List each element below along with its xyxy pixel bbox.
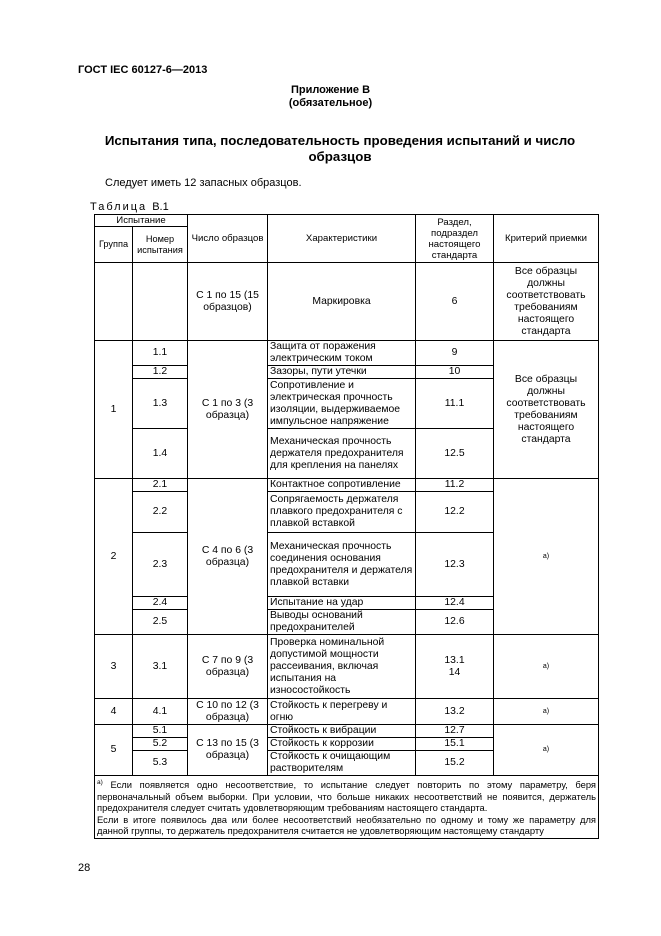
group-cell: 4 [95,699,133,725]
criterion-cell: Все образцы должны соответствовать требованиям настоящего стандарта [494,341,599,479]
section-cell: 12.3 [416,533,494,597]
table-row [95,479,599,492]
sample-count-cell: С 13 по 15 (3 образца) [188,725,268,776]
page-number: 28 [78,862,91,874]
table-row [95,635,599,699]
group-cell: 5 [95,725,133,776]
page-title-line1: Испытания типа, последовательность проведения испытаний и число [104,133,576,148]
section-cell: 12.7 [416,725,494,738]
test-number-cell: 2.5 [133,610,188,635]
header-section: Раздел, подраздел настоящего стандарта [416,215,494,263]
table-row [95,263,599,341]
characteristic-cell: Испытание на удар [268,597,416,610]
test-number-cell: 1.2 [133,366,188,379]
annex-heading [0,84,661,110]
section-cell: 6 [416,263,494,341]
group-cell [95,263,133,341]
characteristic-cell: Стойкость к коррозии [268,738,416,751]
sample-count-cell: С 7 по 9 (3 образца) [188,635,268,699]
characteristic-cell: Контактное сопротивление [268,479,416,492]
section-cell [416,635,494,699]
section-cell: 9 [416,341,494,366]
characteristic-cell: Проверка номинальной допустимой мощности рассеивания, включая испытания на износостойкость [268,635,416,699]
header-sample-count: Число образцов [188,215,268,263]
criterion-cell: a) [494,635,599,699]
section-line: 13.1 [444,654,465,666]
table-row [95,699,599,725]
section-cell: 13.2 [416,699,494,725]
test-number-cell: 2.3 [133,533,188,597]
characteristic-cell: Механическая прочность держателя предохранителя для крепления на панелях [268,429,416,479]
test-number-cell: 2.1 [133,479,188,492]
characteristic-cell: Сопротивление и электрическая прочность изоляции, выдерживаемое импульсное напряжение [268,379,416,429]
characteristic-cell: Стойкость к очищающим растворителям [268,751,416,776]
characteristic-cell: Выводы оснований предохранителей [268,610,416,635]
table-caption-number: В.1 [152,201,169,213]
sample-count-cell: С 1 по 3 (3 образца) [188,341,268,479]
section-cell: 11.2 [416,479,494,492]
header-test: Испытание [95,215,188,227]
annex-status: (обязательное) [288,97,373,109]
characteristic-cell: Стойкость к вибрации [268,725,416,738]
annex-title: Приложение В [290,84,371,96]
test-number-cell: 2.4 [133,597,188,610]
table-caption [90,201,169,213]
group-cell: 1 [95,341,133,479]
footnote-text-1: Если появляется одно несоответствие, то испытание следует повторить по этому параметру, беря первоначальный объем выборки. При условии, что больше никаких несоответствий не появится, держатель предохранителя следует считать удовлетворяющим требованиям настоящего стандарта. [97,779,597,814]
section-cell: 12.6 [416,610,494,635]
sample-count-cell: С 10 по 12 (3 образца) [188,699,268,725]
section-cell: 12.4 [416,597,494,610]
section-cell: 11.1 [416,379,494,429]
section-cell: 12.2 [416,492,494,533]
criterion-cell: Все образцы должны соответствовать требованиям настоящего стандарта [494,263,599,341]
section-cell: 10 [416,366,494,379]
intro-paragraph: Следует иметь 12 запасных образцов. [105,177,302,189]
footnote-paragraph-2: Если в итоге появилось два или более несоответствий необязательно по одному и тому же параметру для данной группы, то держатель предохранителя считается не удовлетворяющим настоящему стандарту [97,813,596,837]
test-number-cell: 5.1 [133,725,188,738]
characteristic-cell: Стойкость к перегреву и огню [268,699,416,725]
test-table [94,214,599,839]
test-number-cell: 2.2 [133,492,188,533]
document-header: ГОСТ IEC 60127-6—2013 [78,64,208,76]
header-group: Группа [95,227,133,263]
test-number-cell: 5.2 [133,738,188,751]
footnote-row [95,776,599,839]
table-caption-word: Таблица [90,201,148,213]
characteristic-cell: Сопрягаемость держателя плавкого предохранителя с плавкой вставкой [268,492,416,533]
test-number-cell [133,263,188,341]
test-number-cell: 1.3 [133,379,188,429]
header-criterion: Критерий приемки [494,215,599,263]
test-number-cell: 1.4 [133,429,188,479]
header-characteristics: Характеристики [268,215,416,263]
characteristic-cell: Механическая прочность соединения основания предохранителя и держателя плавкой вставки [268,533,416,597]
criterion-cell: a) [494,479,599,635]
sample-count-cell: С 4 по 6 (3 образца) [188,479,268,635]
test-number-cell: 4.1 [133,699,188,725]
header-test-number: Номер испытания [133,227,188,263]
table-row [95,341,599,366]
test-number-cell: 5.3 [133,751,188,776]
group-cell: 2 [95,479,133,635]
characteristic-cell: Маркировка [268,263,416,341]
test-number-cell: 1.1 [133,341,188,366]
table-footnote [95,776,599,839]
section-cell: 15.2 [416,751,494,776]
characteristic-cell: Защита от поражения электрическим током [268,341,416,366]
test-number-cell: 3.1 [133,635,188,699]
criterion-cell: a) [494,725,599,776]
characteristic-cell: Зазоры, пути утечки [268,366,416,379]
section-cell: 15.1 [416,738,494,751]
table-row [95,725,599,738]
footnote-paragraph-1 [97,777,596,814]
group-cell: 3 [95,635,133,699]
page-title [90,133,590,165]
sample-count-cell: С 1 по 15 (15 образцов) [188,263,268,341]
footnote-marker: a) [97,779,103,786]
criterion-cell: a) [494,699,599,725]
page-title-line2: образцов [308,149,372,164]
section-cell: 12.5 [416,429,494,479]
section-line: 14 [448,666,461,678]
